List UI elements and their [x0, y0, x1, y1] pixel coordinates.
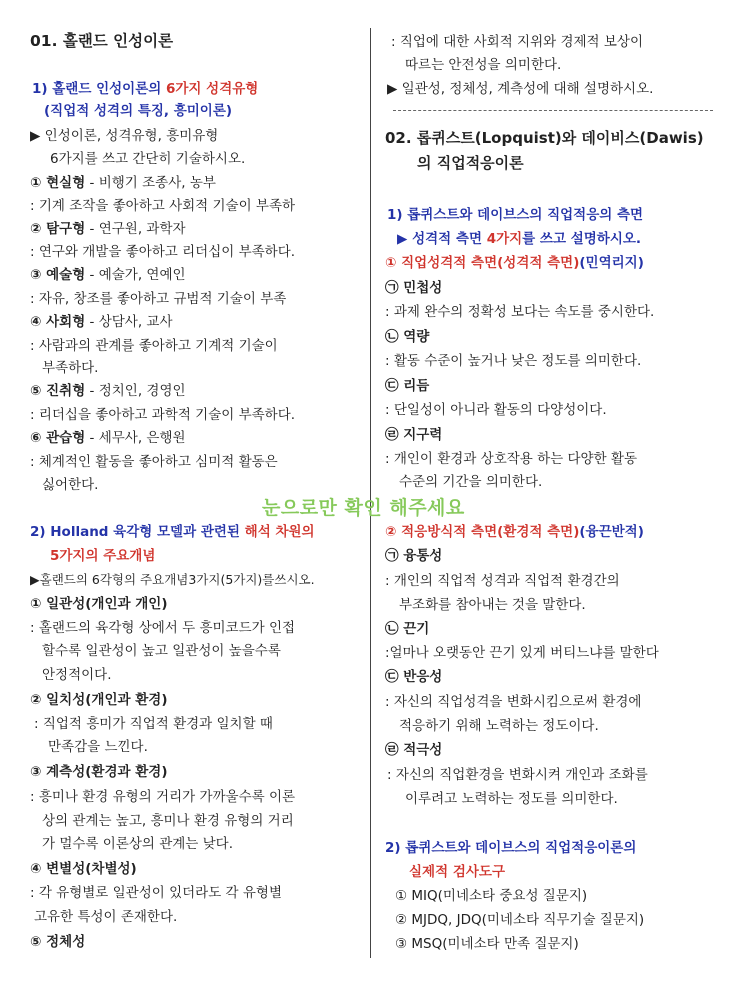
- activeness: ㉣ 적극성: [385, 742, 443, 758]
- type-realistic-desc: : 기계 조작을 좋아하고 사회적 기술이 부족하: [30, 198, 296, 214]
- reactiveness: ㉢ 반응성: [385, 669, 443, 685]
- s1-subheading: (직업적 성격의 특징, 흥미이론): [44, 103, 233, 119]
- concept-congruence: ② 일치성(개인과 환경): [30, 692, 168, 708]
- type-social-desc1: : 사람과의 관계를 좋아하고 기계적 기술이: [30, 338, 278, 354]
- concept-calculus-desc2: 상의 관계는 높고, 흥미나 환경 유형의 거리: [42, 813, 294, 829]
- s2-question: ▶홀랜드의 6각형의 주요개념3가지(5가지)를쓰시오.: [30, 572, 315, 587]
- type-enterprising-examples: - 정치인, 경영인: [85, 383, 186, 399]
- concept-consistency-desc1: : 홀랜드의 육각형 상에서 두 흥미코드가 인접: [30, 620, 296, 636]
- twa-s1-heading: 1) 롭퀴스트와 데이브스의 직업적응의 측면: [387, 207, 644, 223]
- adjustment-style-mnemonic: (융끈반적): [579, 524, 644, 540]
- type-conventional-name: ⑥ 관습형: [30, 430, 86, 446]
- concept-differentiation-desc2: 고유한 특성이 존재한다.: [34, 909, 178, 925]
- concept-congruence-desc1: : 직업적 흥미가 직업적 환경과 일치할 때: [34, 716, 273, 732]
- pace: ㉡ 역량: [385, 329, 430, 345]
- type-conventional-examples: - 세무사, 은행원: [85, 430, 186, 446]
- type-conventional: [30, 429, 186, 447]
- type-social: [30, 313, 173, 331]
- twa-s1-question-a: ▶ 성격적 측면: [397, 231, 487, 247]
- twa-s2-heading: 2) 롭퀴스트와 데이브스의 직업적응이론의: [385, 840, 637, 856]
- holland-question: ▶ 일관성, 정체성, 계측성에 대해 설명하시오.: [387, 81, 654, 97]
- type-artistic-name: ③ 예술형: [30, 267, 86, 283]
- twa-s1-question-c: 를 쓰고 설명하시오.: [522, 231, 642, 247]
- twa-s1-question: [397, 230, 641, 248]
- pace-desc: : 활동 수준이 높거나 낮은 정도를 의미한다.: [385, 353, 642, 369]
- flexibility: ㉠ 융통성: [385, 548, 443, 564]
- type-conventional-desc1: : 체계적인 활동을 좋아하고 심미적 활동은: [30, 454, 278, 470]
- tool-msq: ③ MSQ(미네소타 만족 질문지): [395, 936, 579, 952]
- s1-question-line2: 6가지를 쓰고 간단히 기술하시오.: [50, 151, 246, 167]
- s1-heading: [32, 80, 258, 98]
- rhythm-desc: : 단일성이 아니라 활동의 다양성이다.: [385, 402, 607, 418]
- type-enterprising-desc: : 리더십을 좋아하고 과학적 기술이 부족하다.: [30, 407, 296, 423]
- section-title-holland: 01. 홀랜드 인성이론: [30, 32, 174, 50]
- s2-subheading: 5가지의 주요개념: [50, 548, 156, 564]
- type-social-examples: - 상담사, 교사: [85, 314, 173, 330]
- type-investigative: [30, 220, 186, 238]
- endurance-desc2: 수준의 기간을 의미한다.: [399, 474, 543, 490]
- concept-calculus-desc1: : 흥미나 환경 유형의 거리가 가까울수록 이론: [30, 789, 296, 805]
- personality-style-mnemonic: (민역리지): [579, 255, 644, 271]
- type-social-desc2: 부족하다.: [42, 360, 99, 376]
- identity-desc2: 따르는 안전성을 의미한다.: [405, 57, 562, 73]
- section-title-twa-line2: 의 직업적응이론: [417, 154, 524, 172]
- flexibility-desc1: : 개인의 직업적 성격과 직업적 환경간의: [385, 573, 620, 589]
- concept-identity: ⑤ 정체성: [30, 934, 86, 950]
- endurance-desc1: : 개인이 환경과 상호작용 하는 다양한 활동: [385, 451, 637, 467]
- activeness-desc1: : 자신의 직업환경을 변화시켜 개인과 조화를: [387, 767, 648, 783]
- type-enterprising-name: ⑤ 진취형: [30, 383, 86, 399]
- type-social-name: ④ 사회형: [30, 314, 86, 330]
- personality-style-title: ① 직업성격적 측면(성격적 측면): [385, 255, 580, 271]
- activeness-desc2: 이루려고 노력하는 정도를 의미한다.: [405, 791, 618, 807]
- type-realistic: [30, 174, 216, 192]
- s2-heading-main: 2) Holland 육각형 모델과 관련된: [30, 524, 245, 540]
- s1-heading-highlight: 6가지 성격유형: [166, 81, 259, 97]
- adjustment-style-heading: [385, 523, 644, 541]
- endurance: ㉣ 지구력: [385, 427, 443, 443]
- concept-congruence-desc2: 만족감을 느낀다.: [48, 739, 148, 755]
- adjustment-style-title: ② 적응방식적 측면(환경적 측면): [385, 524, 580, 540]
- celerity: ㉠ 민첩성: [385, 280, 443, 296]
- concept-differentiation: ④ 변별성(차별성): [30, 861, 137, 877]
- type-conventional-desc2: 싫어한다.: [42, 477, 99, 493]
- type-investigative-name: ② 탐구형: [30, 221, 86, 237]
- concept-consistency: ① 일관성(개인과 개인): [30, 596, 168, 612]
- s2-heading-highlight: 해석 차원의: [244, 524, 315, 540]
- s2-heading: [30, 523, 315, 541]
- perseverance: ㉡ 끈기: [385, 621, 430, 637]
- s1-heading-main: 1) 홀랜드 인성이론의: [32, 81, 166, 97]
- watermark-text: 눈으로만 확인 해주세요: [262, 497, 465, 519]
- celerity-desc: : 과제 완수의 정확성 보다는 속도를 중시한다.: [385, 304, 655, 320]
- type-artistic-desc: : 자유, 창조를 좋아하고 규범적 기술이 부족: [30, 291, 287, 307]
- flexibility-desc2: 부조화를 참아내는 것을 말한다.: [399, 597, 586, 613]
- concept-consistency-desc2: 할수록 일관성이 높고 일관성이 높을수록: [42, 643, 281, 659]
- type-realistic-examples: - 비행기 조종사, 농부: [85, 175, 216, 191]
- section-title-twa-line1: 02. 롭퀴스트(Lopquist)와 데이비스(Dawis): [385, 129, 704, 147]
- concept-calculus-desc3: 가 멀수록 이론상의 관계는 낮다.: [42, 836, 233, 852]
- tool-mjdq: ② MJDQ, JDQ(미네소타 직무기술 질문지): [395, 912, 645, 928]
- type-investigative-desc: : 연구와 개발을 좋아하고 리더십이 부족하다.: [30, 244, 296, 260]
- s1-question-line1: ▶ 인성이론, 성격유형, 흥미유형: [30, 128, 219, 144]
- twa-s2-subheading: 실제적 검사도구: [409, 864, 505, 880]
- type-realistic-name: ① 현실형: [30, 175, 86, 191]
- type-enterprising: [30, 382, 186, 400]
- identity-desc1: : 직업에 대한 사회적 지위와 경제적 보상이: [391, 34, 643, 50]
- reactiveness-desc2: 적응하기 위해 노력하는 정도이다.: [399, 718, 599, 734]
- reactiveness-desc1: : 자신의 직업성격을 변화시킴으로써 환경에: [385, 694, 642, 710]
- rhythm: ㉢ 리듬: [385, 378, 430, 394]
- twa-s1-question-b: 4가지: [486, 231, 523, 247]
- type-investigative-examples: - 연구원, 과학자: [85, 221, 186, 237]
- concept-consistency-desc3: 안정적이다.: [42, 667, 112, 683]
- type-artistic: [30, 266, 186, 284]
- concept-calculus: ③ 계측성(환경과 환경): [30, 764, 168, 780]
- dashed-separator: [393, 110, 713, 111]
- perseverance-desc: :얼마나 오랫동안 끈기 있게 버티느냐를 말한다: [385, 645, 659, 661]
- type-artistic-examples: - 예술가, 연예인: [85, 267, 186, 283]
- concept-differentiation-desc1: : 각 유형별로 일관성이 있더라도 각 유형별: [30, 885, 282, 901]
- personality-style-heading: [385, 254, 644, 272]
- tool-miq: ① MIQ(미네소타 중요성 질문지): [395, 888, 588, 904]
